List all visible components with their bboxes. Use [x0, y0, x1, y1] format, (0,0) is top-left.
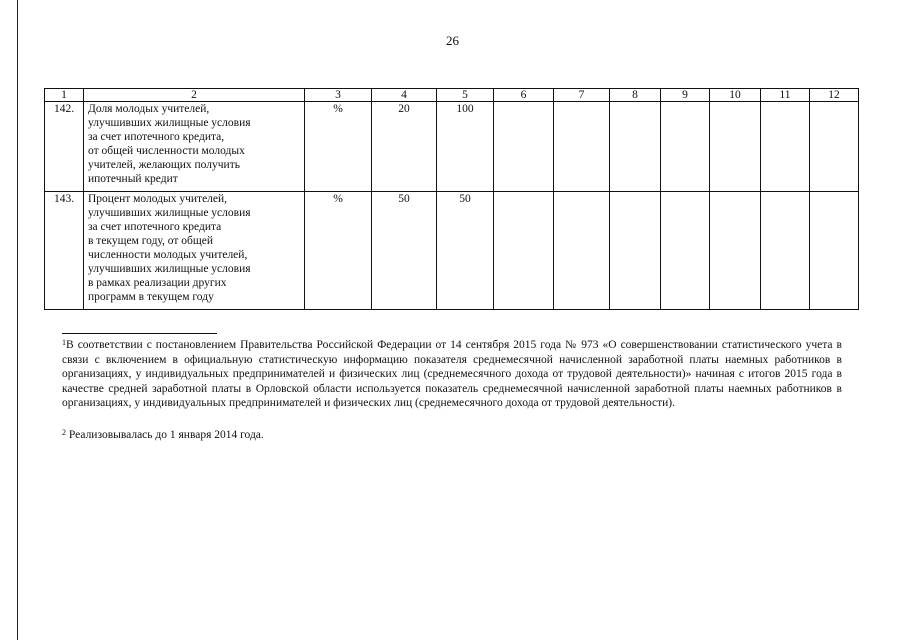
header-cell: 12: [810, 89, 859, 102]
footnote-text: В соответствии с постановлением Правительства Российской Федерации от 14 сентября 2015 года № 973 «О совершенствовании статистического учета в связи с включением в официальную статистическую информацию показателя среднемесячной начисленной заработной платы наемных работников в организациях, у индивидуальных предпринимателей и физических лиц (среднемесячного дохода от трудовой деятельности)» начиная с итогов 2015 года в качестве средней заработной платы в Орловской области используется показатель среднемесячной начисленной заработной платы наемных работников в организациях, у индивидуальных предпринимателей и физических лиц (среднемесячного дохода от трудовой деятельности).: [62, 339, 842, 409]
row-number: 143.: [45, 192, 84, 310]
value-cell: [761, 192, 810, 310]
indicator-name: Процент молодых учителей, улучшивших жилищные условия за счет ипотечного кредита в текущем году, от общей численности молодых учителей, улучшивших жилищные условия в рамках реализации других программ в текущем году: [84, 192, 305, 310]
unit-cell: %: [305, 102, 372, 192]
table-row: [45, 192, 859, 310]
page-number: 26: [446, 33, 459, 48]
header-cell: 10: [710, 89, 761, 102]
table-row: [45, 102, 859, 192]
table-header-row: [45, 89, 859, 102]
value-cell: [554, 192, 610, 310]
value-cell: [554, 102, 610, 192]
row-number: 142.: [45, 102, 84, 192]
header-cell: 11: [761, 89, 810, 102]
footnote-1: [62, 338, 842, 411]
header-cell: 8: [610, 89, 661, 102]
header-cell: 9: [661, 89, 710, 102]
indicators-table: [44, 88, 859, 310]
value-cell: [661, 192, 710, 310]
value-cell: [810, 102, 859, 192]
footnote-mark: 2: [62, 428, 66, 437]
header-cell: 3: [305, 89, 372, 102]
unit-cell: %: [305, 192, 372, 310]
value-cell: 50: [372, 192, 437, 310]
value-cell: [610, 102, 661, 192]
footnote-separator: [62, 333, 217, 334]
value-cell: [661, 102, 710, 192]
value-cell: [494, 192, 554, 310]
footnote-2: [62, 428, 842, 443]
indicator-name: Доля молодых учителей, улучшивших жилищные условия за счет ипотечного кредита, от общей численности молодых учителей, желающих получить ипотечный кредит: [84, 102, 305, 192]
value-cell: [761, 102, 810, 192]
header-cell: 4: [372, 89, 437, 102]
page-left-border: [17, 0, 18, 640]
value-cell: [610, 192, 661, 310]
value-cell: [710, 192, 761, 310]
value-cell: 100: [437, 102, 494, 192]
header-cell: 6: [494, 89, 554, 102]
value-cell: [810, 192, 859, 310]
header-cell: 7: [554, 89, 610, 102]
footnote-text: Реализовывалась до 1 января 2014 года.: [66, 429, 264, 441]
footnote-mark: 1: [62, 338, 66, 347]
header-cell: 5: [437, 89, 494, 102]
value-cell: [710, 102, 761, 192]
header-cell: 1: [45, 89, 84, 102]
value-cell: [494, 102, 554, 192]
value-cell: 50: [437, 192, 494, 310]
value-cell: 20: [372, 102, 437, 192]
header-cell: 2: [84, 89, 305, 102]
